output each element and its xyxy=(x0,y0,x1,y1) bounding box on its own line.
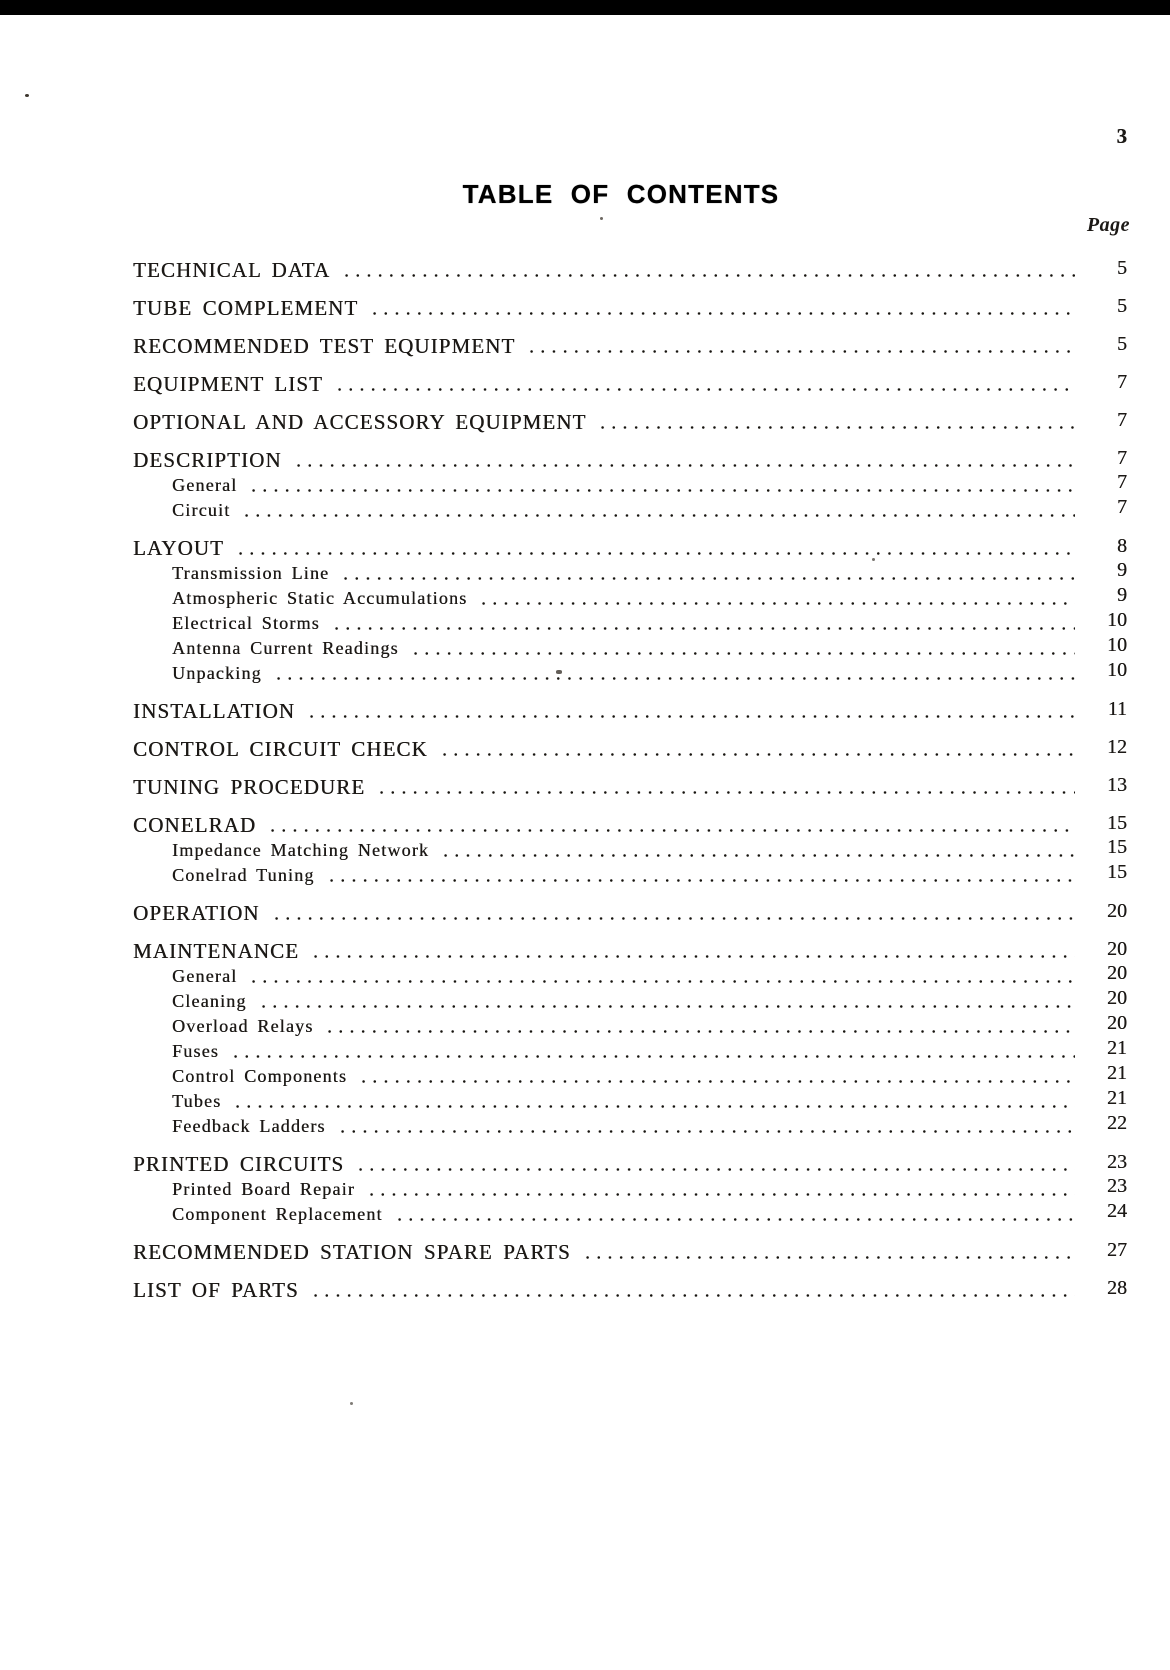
dot-leader xyxy=(410,651,1075,656)
toc-entry xyxy=(133,901,1127,926)
toc-entry-page: 7 xyxy=(1117,409,1127,431)
toc-entry xyxy=(133,989,1127,1014)
toc-entry xyxy=(133,586,1127,611)
toc-entry-label: Cleaning xyxy=(172,991,247,1011)
toc-entry xyxy=(133,1014,1127,1039)
toc-entry-page: 5 xyxy=(1117,257,1127,279)
toc-entry-page: 20 xyxy=(1107,938,1127,960)
dot-leader xyxy=(334,387,1075,392)
page-number: 3 xyxy=(1116,124,1127,148)
scan-speck xyxy=(556,670,562,674)
dot-leader xyxy=(248,488,1075,493)
toc-entry xyxy=(133,813,1127,838)
toc-entry xyxy=(133,536,1127,561)
toc-entry-label: General xyxy=(172,966,238,986)
toc-entry-page: 9 xyxy=(1117,584,1127,606)
toc-entry-label: INSTALLATION xyxy=(133,699,295,723)
toc-entry-page: 24 xyxy=(1107,1200,1127,1222)
toc-entry-label: Component Replacement xyxy=(172,1204,383,1224)
toc-entry-label: EQUIPMENT LIST xyxy=(133,372,323,396)
toc-entry-page: 21 xyxy=(1107,1037,1127,1059)
toc-entry xyxy=(133,372,1127,397)
toc-entry-page: 9 xyxy=(1117,559,1127,581)
dot-leader xyxy=(241,513,1075,518)
toc-entry-page: 13 xyxy=(1107,774,1127,796)
toc-entry-page: 15 xyxy=(1107,836,1127,858)
toc-entry xyxy=(133,636,1127,661)
dot-leader xyxy=(273,676,1075,681)
dot-leader xyxy=(258,1004,1075,1009)
dot-leader xyxy=(235,551,1075,556)
toc-entry-label: Atmospheric Static Accumulations xyxy=(172,588,468,608)
toc-entry-page: 15 xyxy=(1107,812,1127,834)
dot-leader xyxy=(310,1293,1075,1298)
toc-entry xyxy=(133,699,1127,724)
toc-entry-label: TECHNICAL DATA xyxy=(133,258,331,282)
toc-entry-page: 22 xyxy=(1107,1112,1127,1134)
toc-entry-label: TUNING PROCEDURE xyxy=(133,775,366,799)
toc-entry xyxy=(133,1039,1127,1064)
dot-leader xyxy=(326,878,1075,883)
toc-entry xyxy=(133,661,1127,686)
toc-entry xyxy=(133,863,1127,888)
toc-entry-page: 7 xyxy=(1117,371,1127,393)
toc-entry-page: 23 xyxy=(1107,1175,1127,1197)
scan-speck xyxy=(350,1402,353,1405)
toc-entry-label: OPERATION xyxy=(133,901,260,925)
dot-leader xyxy=(248,979,1075,984)
toc-entry xyxy=(133,775,1127,800)
toc-entry-page: 21 xyxy=(1107,1087,1127,1109)
toc-entry-page: 7 xyxy=(1117,447,1127,469)
toc-entry xyxy=(133,1278,1127,1303)
dot-leader xyxy=(271,916,1075,921)
toc-entry xyxy=(133,611,1127,636)
toc-entry-label: Circuit xyxy=(172,500,231,520)
toc-entry-page: 8 xyxy=(1117,535,1127,557)
toc-entry-label: CONELRAD xyxy=(133,813,257,837)
dot-leader xyxy=(324,1029,1075,1034)
toc-entry xyxy=(133,334,1127,359)
toc-entry-page: 5 xyxy=(1117,295,1127,317)
dot-leader xyxy=(440,853,1075,858)
toc-entry xyxy=(133,561,1127,586)
dot-leader xyxy=(340,576,1075,581)
toc-entry-page: 5 xyxy=(1117,333,1127,355)
toc-entry-label: Overload Relays xyxy=(172,1016,314,1036)
dot-leader xyxy=(355,1167,1075,1172)
toc-entry-label: Impedance Matching Network xyxy=(172,840,430,860)
dot-leader xyxy=(439,752,1075,757)
toc-entry-page: 11 xyxy=(1107,698,1127,720)
dot-leader xyxy=(366,1192,1075,1197)
dot-leader xyxy=(331,626,1075,631)
dot-leader xyxy=(293,463,1075,468)
dot-leader xyxy=(267,828,1075,833)
scan-artifact-bar xyxy=(0,0,1170,15)
toc-entry-label: Conelrad Tuning xyxy=(172,865,315,885)
dot-leader xyxy=(341,273,1075,278)
toc-entry-page: 20 xyxy=(1107,987,1127,1009)
toc-entry-label: RECOMMENDED STATION SPARE PARTS xyxy=(133,1240,571,1264)
toc-entry-label: Printed Board Repair xyxy=(172,1179,355,1199)
page-title: TABLE OF CONTENTS xyxy=(462,179,780,209)
toc-entry-label: Feedback Ladders xyxy=(172,1116,326,1136)
dot-leader xyxy=(337,1129,1075,1134)
dot-leader xyxy=(310,954,1075,959)
toc-entry xyxy=(133,498,1127,523)
toc-entry xyxy=(133,296,1127,321)
toc-entry-label: Unpacking xyxy=(172,663,262,683)
toc-entry-page: 7 xyxy=(1117,471,1127,493)
dot-leader xyxy=(394,1217,1075,1222)
toc-entry-page: 20 xyxy=(1107,1012,1127,1034)
toc-entry-page: 15 xyxy=(1107,861,1127,883)
dot-leader xyxy=(306,714,1075,719)
toc-entry-page: 20 xyxy=(1107,900,1127,922)
toc-entry xyxy=(133,1114,1127,1139)
toc-entry-page: 7 xyxy=(1117,496,1127,518)
toc-list xyxy=(133,258,1127,1303)
dot-leader xyxy=(358,1079,1075,1084)
toc-entry-label: OPTIONAL AND ACCESSORY EQUIPMENT xyxy=(133,410,587,434)
toc-entry-label: Antenna Current Readings xyxy=(172,638,399,658)
toc-entry-label: Fuses xyxy=(172,1041,220,1061)
toc-entry xyxy=(133,473,1127,498)
toc-entry-page: 20 xyxy=(1107,962,1127,984)
dot-leader xyxy=(230,1054,1075,1059)
toc-entry xyxy=(133,964,1127,989)
toc-entry-label: Control Components xyxy=(172,1066,348,1086)
toc-entry-page: 21 xyxy=(1107,1062,1127,1084)
toc-entry-label: DESCRIPTION xyxy=(133,448,282,472)
page-column-label: Page xyxy=(1086,214,1130,236)
toc-entry xyxy=(133,410,1127,435)
toc-entry xyxy=(133,1240,1127,1265)
toc-entry-label: MAINTENANCE xyxy=(133,939,300,963)
toc-entry xyxy=(133,1152,1127,1177)
dot-leader xyxy=(526,349,1075,354)
toc-entry xyxy=(133,258,1127,283)
toc-entry-label: LAYOUT xyxy=(133,536,224,560)
dot-leader xyxy=(597,425,1075,430)
toc-entry-label: TUBE COMPLEMENT xyxy=(133,296,359,320)
scan-speck xyxy=(25,94,29,97)
toc-entry-page: 10 xyxy=(1107,659,1127,681)
toc-entry-label: Electrical Storms xyxy=(172,613,320,633)
toc-entry xyxy=(133,448,1127,473)
toc-entry-page: 10 xyxy=(1107,609,1127,631)
toc-entry-page: 12 xyxy=(1107,736,1127,758)
scan-speck xyxy=(600,217,603,220)
dot-leader xyxy=(376,790,1075,795)
toc-entry xyxy=(133,1177,1127,1202)
toc-entry xyxy=(133,939,1127,964)
dot-leader xyxy=(478,601,1075,606)
toc-entry-label: LIST OF PARTS xyxy=(133,1278,299,1302)
dot-leader xyxy=(232,1104,1075,1109)
toc-entry-label: RECOMMENDED TEST EQUIPMENT xyxy=(133,334,516,358)
toc-entry-label: PRINTED CIRCUITS xyxy=(133,1152,345,1176)
toc-entry-label: Transmission Line xyxy=(172,563,330,583)
dot-leader xyxy=(369,311,1075,316)
scan-speck xyxy=(872,558,875,561)
dot-leader xyxy=(582,1255,1075,1260)
toc-entry xyxy=(133,1064,1127,1089)
toc-entry xyxy=(133,737,1127,762)
toc-entry-label: General xyxy=(172,475,238,495)
toc-entry-page: 10 xyxy=(1107,634,1127,656)
toc-entry-label: Tubes xyxy=(172,1091,222,1111)
toc-entry-page: 28 xyxy=(1107,1277,1127,1299)
toc-entry xyxy=(133,1089,1127,1114)
toc-entry-label: CONTROL CIRCUIT CHECK xyxy=(133,737,428,761)
toc-entry-page: 23 xyxy=(1107,1151,1127,1173)
toc-entry xyxy=(133,838,1127,863)
toc-entry-page: 27 xyxy=(1107,1239,1127,1261)
toc-entry xyxy=(133,1202,1127,1227)
